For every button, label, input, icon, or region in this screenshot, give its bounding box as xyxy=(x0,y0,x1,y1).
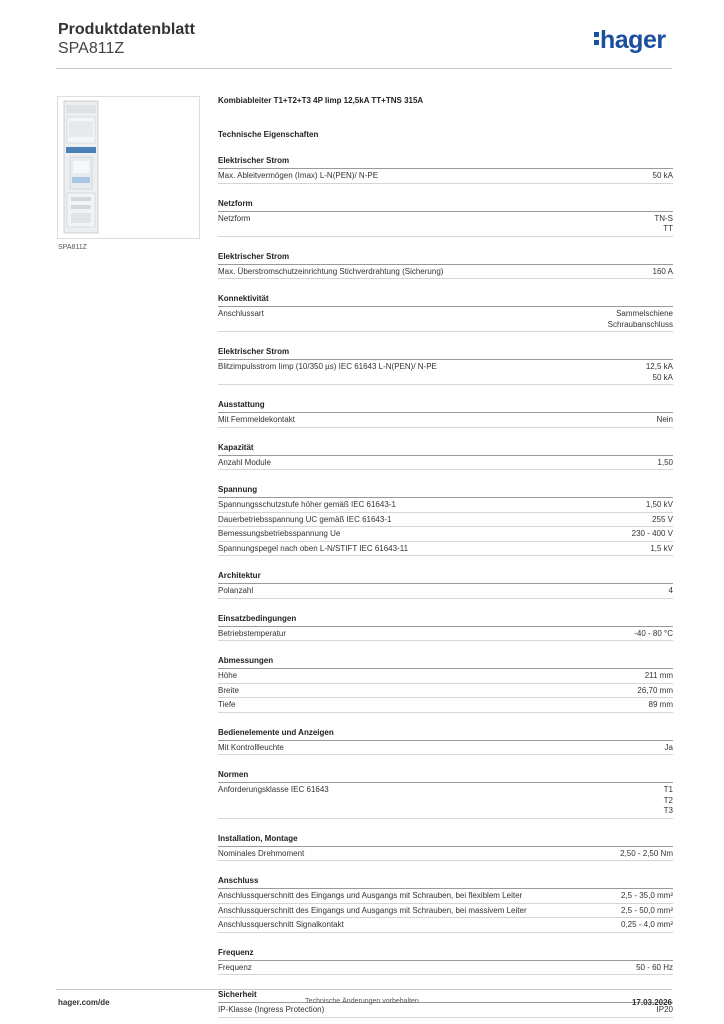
spec-row xyxy=(218,584,673,599)
product-code: SPA811Z xyxy=(58,40,125,57)
spec-content xyxy=(218,95,673,1018)
spec-value: 50 - 60 Hz xyxy=(636,962,673,972)
spec-section xyxy=(218,833,673,862)
spec-label: Netzform xyxy=(218,213,251,223)
section-heading: Einsatzbedingungen xyxy=(218,613,673,627)
spec-value: 2,5 - 35,0 mm² xyxy=(620,891,673,900)
section-heading: Bedienelemente und Anzeigen xyxy=(218,727,673,741)
spec-label: Tiefe xyxy=(218,700,236,709)
spec-value: 1,50 kV xyxy=(645,500,673,509)
spec-row xyxy=(218,698,673,713)
spec-value: IP20 xyxy=(656,1005,673,1014)
section-heading: Elektrischer Strom xyxy=(218,346,673,360)
section-heading: Architektur xyxy=(218,570,673,584)
spec-section xyxy=(218,293,673,332)
spec-label: Max. Überstromschutzeinrichtung Stichverdrahtung (Sicherung) xyxy=(218,266,444,276)
spec-label: Anzahl Module xyxy=(218,457,271,467)
spec-label: Spannungsschutzstufe höher gemäß IEC 61643-1 xyxy=(218,500,396,509)
footer-disclaimer: Technische Änderungen vorbehalten xyxy=(305,998,419,1005)
spec-label: Spannungspegel nach oben L-N/STIFT IEC 61643-11 xyxy=(218,543,409,553)
spec-label: Anforderungsklasse IEC 61643 xyxy=(218,785,329,794)
spec-label: Blitzimpulsstrom Iimp (10/350 µs) IEC 61643 L-N(PEN)/ N-PE xyxy=(218,362,437,371)
spec-value: 26,70 mm xyxy=(637,685,673,695)
section-heading: Normen xyxy=(218,769,673,783)
spec-section xyxy=(218,875,673,933)
image-caption: SPA811Z xyxy=(58,244,87,251)
spec-label: Mit Fernmeldekontakt xyxy=(218,415,295,424)
spec-label: Dauerbetriebsspannung UC gemäß IEC 61643-1 xyxy=(218,514,392,524)
section-heading: Netzform xyxy=(218,198,673,212)
spec-section xyxy=(218,251,673,280)
spec-section xyxy=(218,484,673,556)
spec-value: 12,5 kA 50 kA xyxy=(645,362,673,382)
spec-section xyxy=(218,442,673,471)
spec-value: 255 V xyxy=(652,514,673,524)
spec-row xyxy=(218,783,673,819)
spec-row xyxy=(218,527,673,542)
spec-label: Betriebstemperatur xyxy=(218,628,287,638)
spec-row xyxy=(218,741,673,756)
spec-label: IP-Klasse (Ingress Protection) xyxy=(218,1005,325,1014)
spec-value: 50 kA xyxy=(652,171,673,180)
spec-row xyxy=(218,542,673,557)
spec-value: Ja xyxy=(664,742,673,752)
surge-arrester-illustration xyxy=(58,97,199,238)
spec-label: Bemessungsbetriebsspannung Ue xyxy=(218,529,341,538)
spec-label: Polanzahl xyxy=(218,586,254,595)
section-heading: Spannung xyxy=(218,484,673,498)
spec-row xyxy=(218,456,673,471)
section-heading: Elektrischer Strom xyxy=(218,251,673,265)
section-heading: Sicherheit xyxy=(218,989,673,1003)
spec-value: Nein xyxy=(656,415,673,424)
spec-section xyxy=(218,346,673,385)
product-image xyxy=(57,96,200,239)
spec-value: 4 xyxy=(668,586,673,595)
spec-section xyxy=(218,570,673,599)
spec-value: -40 - 80 °C xyxy=(634,628,673,638)
spec-label: Anschlussquerschnitt des Eingangs und Ausgangs mit Schrauben, bei massivem Leiter xyxy=(218,905,527,915)
spec-row xyxy=(218,265,673,280)
spec-row xyxy=(218,684,673,699)
section-heading: Elektrischer Strom xyxy=(218,155,673,169)
spec-value: T1 T2 T3 xyxy=(663,785,673,815)
footer-website[interactable]: hager.com/de xyxy=(58,998,110,1007)
spec-value: 160 A xyxy=(652,266,673,276)
spec-value: 211 mm xyxy=(644,671,673,680)
spec-row xyxy=(218,212,673,237)
spec-label: Mit Kontrollleuchte xyxy=(218,742,284,752)
spec-value: 230 - 400 V xyxy=(631,529,673,538)
header-divider xyxy=(56,68,672,69)
spec-value: 1,5 kV xyxy=(650,543,673,553)
spec-label: Nominales Drehmoment xyxy=(218,848,305,858)
spec-label: Höhe xyxy=(218,671,238,680)
spec-row xyxy=(218,889,673,904)
spec-section xyxy=(218,727,673,756)
section-heading: Frequenz xyxy=(218,947,673,961)
spec-section xyxy=(218,155,673,184)
spec-section xyxy=(218,655,673,713)
spec-section xyxy=(218,769,673,819)
section-heading: Kapazität xyxy=(218,442,673,456)
spec-label: Max. Ableitvermögen (Imax) L-N(PEN)/ N-PE xyxy=(218,171,379,180)
spec-row xyxy=(218,513,673,528)
section-heading: Abmessungen xyxy=(218,655,673,669)
spec-value: 1,50 xyxy=(657,457,673,467)
spec-section xyxy=(218,947,673,976)
spec-value: 0,25 - 4,0 mm² xyxy=(620,920,673,929)
technical-properties-heading: Technische Eigenschaften xyxy=(218,130,319,139)
spec-label: Breite xyxy=(218,685,239,695)
section-heading: Konnektivität xyxy=(218,293,673,307)
spec-value: Sammelschiene Schraubanschluss xyxy=(607,309,673,329)
spec-section xyxy=(218,613,673,642)
spec-section xyxy=(218,399,673,428)
spec-row xyxy=(218,169,673,184)
section-heading: Ausstattung xyxy=(218,399,673,413)
spec-sections xyxy=(218,155,673,1018)
spec-row xyxy=(218,627,673,642)
spec-row xyxy=(218,918,673,933)
spec-value: 2,5 - 50,0 mm² xyxy=(620,905,673,915)
spec-value: TN-S TT xyxy=(654,213,673,233)
spec-value: 2,50 - 2,50 Nm xyxy=(620,848,673,858)
spec-value: 89 mm xyxy=(648,700,673,709)
section-heading: Installation, Montage xyxy=(218,833,673,847)
spec-row xyxy=(218,904,673,919)
spec-label: Anschlussart xyxy=(218,309,264,318)
page-title: Produktdatenblatt xyxy=(58,21,195,38)
spec-label: Frequenz xyxy=(218,962,252,972)
spec-row xyxy=(218,307,673,332)
spec-section xyxy=(218,198,673,237)
spec-row xyxy=(218,961,673,976)
spec-row xyxy=(218,1003,673,1018)
footer-divider xyxy=(56,989,672,990)
spec-row xyxy=(218,413,673,428)
product-title: Kombiableiter T1+T2+T3 4P Iimp 12,5kA TT+TNS 315A xyxy=(218,96,424,105)
spec-row xyxy=(218,847,673,862)
spec-row xyxy=(218,669,673,684)
spec-row xyxy=(218,360,673,385)
hager-logo: hager xyxy=(594,26,666,55)
section-heading: Anschluss xyxy=(218,875,673,889)
spec-row xyxy=(218,498,673,513)
spec-label: Anschlussquerschnitt des Eingangs und Ausgangs mit Schrauben, bei flexiblem Leiter xyxy=(218,891,523,900)
footer-date: 17.03.2026 xyxy=(631,998,672,1007)
spec-label: Anschlussquerschnitt Signalkontakt xyxy=(218,920,344,929)
